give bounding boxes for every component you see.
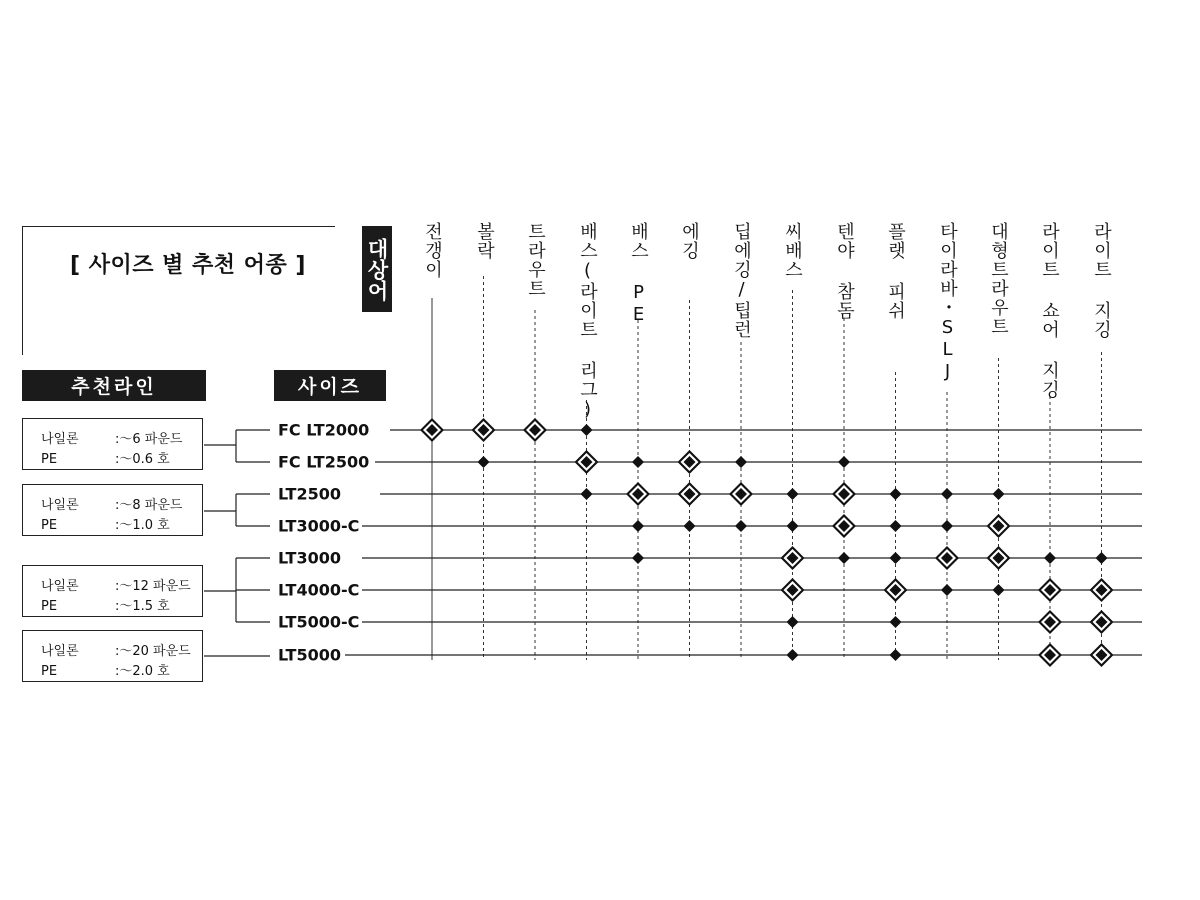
size-header: 사이즈 — [274, 370, 386, 401]
size-label-fc-lt2000: FC LT2000 — [278, 420, 370, 440]
line-group-3 — [22, 565, 203, 617]
suitable-marker — [735, 456, 747, 468]
suitable-marker — [787, 520, 799, 532]
species-label-tairaba-slj: 타이라바・SLJ — [937, 222, 958, 383]
page-title: [ 사이즈 별 추천 어종 ] — [70, 253, 306, 278]
suitable-marker — [632, 520, 644, 532]
nylon-label: 나일론 — [41, 498, 79, 513]
pe-label: PE — [41, 518, 58, 533]
suitable-marker — [993, 584, 1005, 596]
size-label-lt3000-c: LT3000-C — [278, 516, 360, 536]
pe-label: PE — [41, 599, 58, 614]
nylon-value: :～20 파운드 — [115, 644, 191, 659]
suitable-marker — [735, 520, 747, 532]
target-fish-header: 대상어 — [362, 226, 392, 312]
species-label-flatfish: 플랫 피쉬 — [885, 222, 906, 320]
suitable-marker — [1044, 552, 1056, 564]
species-label-deep-eging: 딥에깅/팁런 — [731, 222, 752, 339]
size-label-lt2500: LT2500 — [278, 484, 341, 504]
size-label-fc-lt2500: FC LT2500 — [278, 452, 370, 472]
suitable-marker — [941, 584, 953, 596]
nylon-label: 나일론 — [41, 579, 79, 594]
species-label-bass-pe: 배스 PE — [628, 222, 649, 326]
species-label-jeongaengi: 전갱이 — [422, 222, 443, 279]
size-label-lt5000: LT5000 — [278, 645, 341, 665]
species-label-light-jigging: 라이트 지깅 — [1091, 222, 1112, 339]
nylon-value: :～12 파운드 — [115, 579, 191, 594]
suitable-marker — [890, 616, 902, 628]
species-label-seabass: 씨배스 — [782, 222, 803, 279]
suitable-marker — [581, 424, 593, 436]
nylon-value: :～8 파운드 — [115, 498, 183, 513]
suitable-marker — [1096, 552, 1108, 564]
species-label-bass-light-rig: 배스(라이트 리그) — [577, 222, 598, 421]
species-label-light-shore-jigging: 라이트 쇼어 지깅 — [1039, 222, 1060, 399]
suitable-marker — [890, 488, 902, 500]
suitable-marker — [632, 456, 644, 468]
species-label-eging: 에깅 — [679, 222, 700, 260]
pe-value: :～0.6 호 — [115, 452, 170, 467]
size-label-lt3000: LT3000 — [278, 548, 341, 568]
species-label-trout: 트라우트 — [525, 222, 546, 298]
size-label-lt5000-c: LT5000-C — [278, 612, 360, 632]
suitable-marker — [941, 488, 953, 500]
suitable-marker — [941, 520, 953, 532]
suitable-marker — [632, 552, 644, 564]
suitable-marker — [684, 520, 696, 532]
suitable-marker — [890, 520, 902, 532]
recommended-line-header: 추천라인 — [22, 370, 206, 401]
species-label-tenya-chamdom: 텐야 참돔 — [834, 222, 855, 320]
pe-label: PE — [41, 664, 58, 679]
suitable-marker — [581, 488, 593, 500]
suitable-marker — [890, 649, 902, 661]
species-label-bollak: 볼락 — [474, 222, 495, 260]
line-group-2 — [22, 484, 203, 536]
suitable-marker — [787, 649, 799, 661]
size-label-lt4000-c: LT4000-C — [278, 580, 360, 600]
line-group-1 — [22, 418, 203, 470]
nylon-label: 나일론 — [41, 432, 79, 447]
suitable-marker — [787, 616, 799, 628]
suitable-marker — [993, 488, 1005, 500]
suitable-marker — [838, 552, 850, 564]
pe-value: :～1.5 호 — [115, 599, 170, 614]
pe-value: :～1.0 호 — [115, 518, 170, 533]
pe-label: PE — [41, 452, 58, 467]
suitable-marker — [838, 456, 850, 468]
suitable-marker — [890, 552, 902, 564]
nylon-label: 나일론 — [41, 644, 79, 659]
pe-value: :～2.0 호 — [115, 664, 170, 679]
line-group-4 — [22, 630, 203, 682]
suitable-marker — [787, 488, 799, 500]
species-label-big-trout: 대형트라우트 — [988, 222, 1009, 336]
suitable-marker — [478, 456, 490, 468]
nylon-value: :～6 파운드 — [115, 432, 183, 447]
